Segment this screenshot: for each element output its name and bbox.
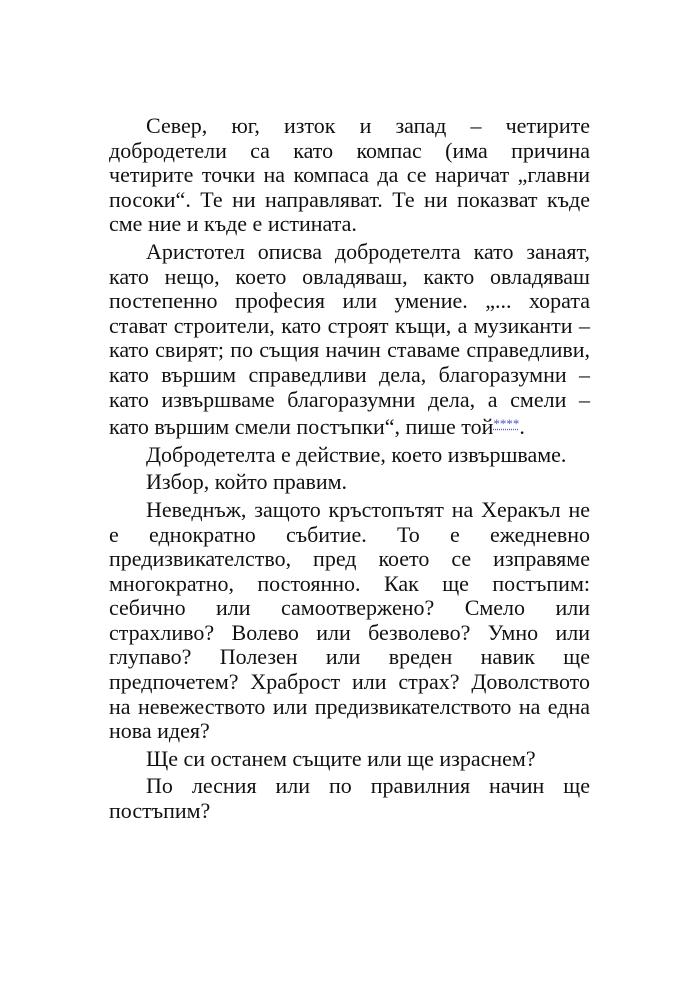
paragraph-text: Добродетелта е действие, което извършваме. <box>146 441 567 467</box>
page-body <box>109 114 590 827</box>
paragraph-choice <box>109 470 590 495</box>
paragraph-text: Избор, който правим. <box>146 469 348 495</box>
paragraph-end-punctuation: . <box>519 414 525 440</box>
paragraph-text: Неведнъж, защото кръстопътят на Херакъл не е еднократно събитие. То е ежедневно предизвикателство, пред което се изправяме многократно, постоянно. Как ще постъпим: себично или самоотвержено? Смело или страхливо? Волево или безволево? Умно или глупаво? Полезен или вреден навик ще предпочетем? Храброст или страх? Доволството на невежеството или предизвикателството на една нова идея? <box>109 496 590 744</box>
paragraph-right-way <box>109 774 590 823</box>
paragraph-text: Север, юг, изток и запад – четирите добродетели са като компас (има причина четирите точки на компаса да се наричат „главни посоки“. Те ни направляват. Те ни показват къде сме ние и къде е истината. <box>109 113 590 237</box>
paragraph-text: По лесния или по правилния начин ще постъпим? <box>109 773 590 824</box>
paragraph-text: Аристотел описва добродетелта като занаят, като нещо, което овладяваш, както овладяваш постепенно професия или умение. „... хората стават строители, като строят къщи, а музиканти – като свирят; по същия начин ставаме справедливи, като вършим справедливи дела, благоразумни – като извършваме благоразумни дела, а смели – като вършим смели постъпки“, пише той <box>109 238 590 440</box>
paragraph-crossroads <box>109 498 590 744</box>
paragraph-grow <box>109 747 590 772</box>
paragraph-virtue-action <box>109 443 590 468</box>
paragraph-text: Ще си останем същите или ще израснем? <box>146 745 536 771</box>
paragraph-aristotle <box>109 240 590 440</box>
footnote-link[interactable]: **** <box>493 416 520 432</box>
paragraph-compass <box>109 114 590 237</box>
